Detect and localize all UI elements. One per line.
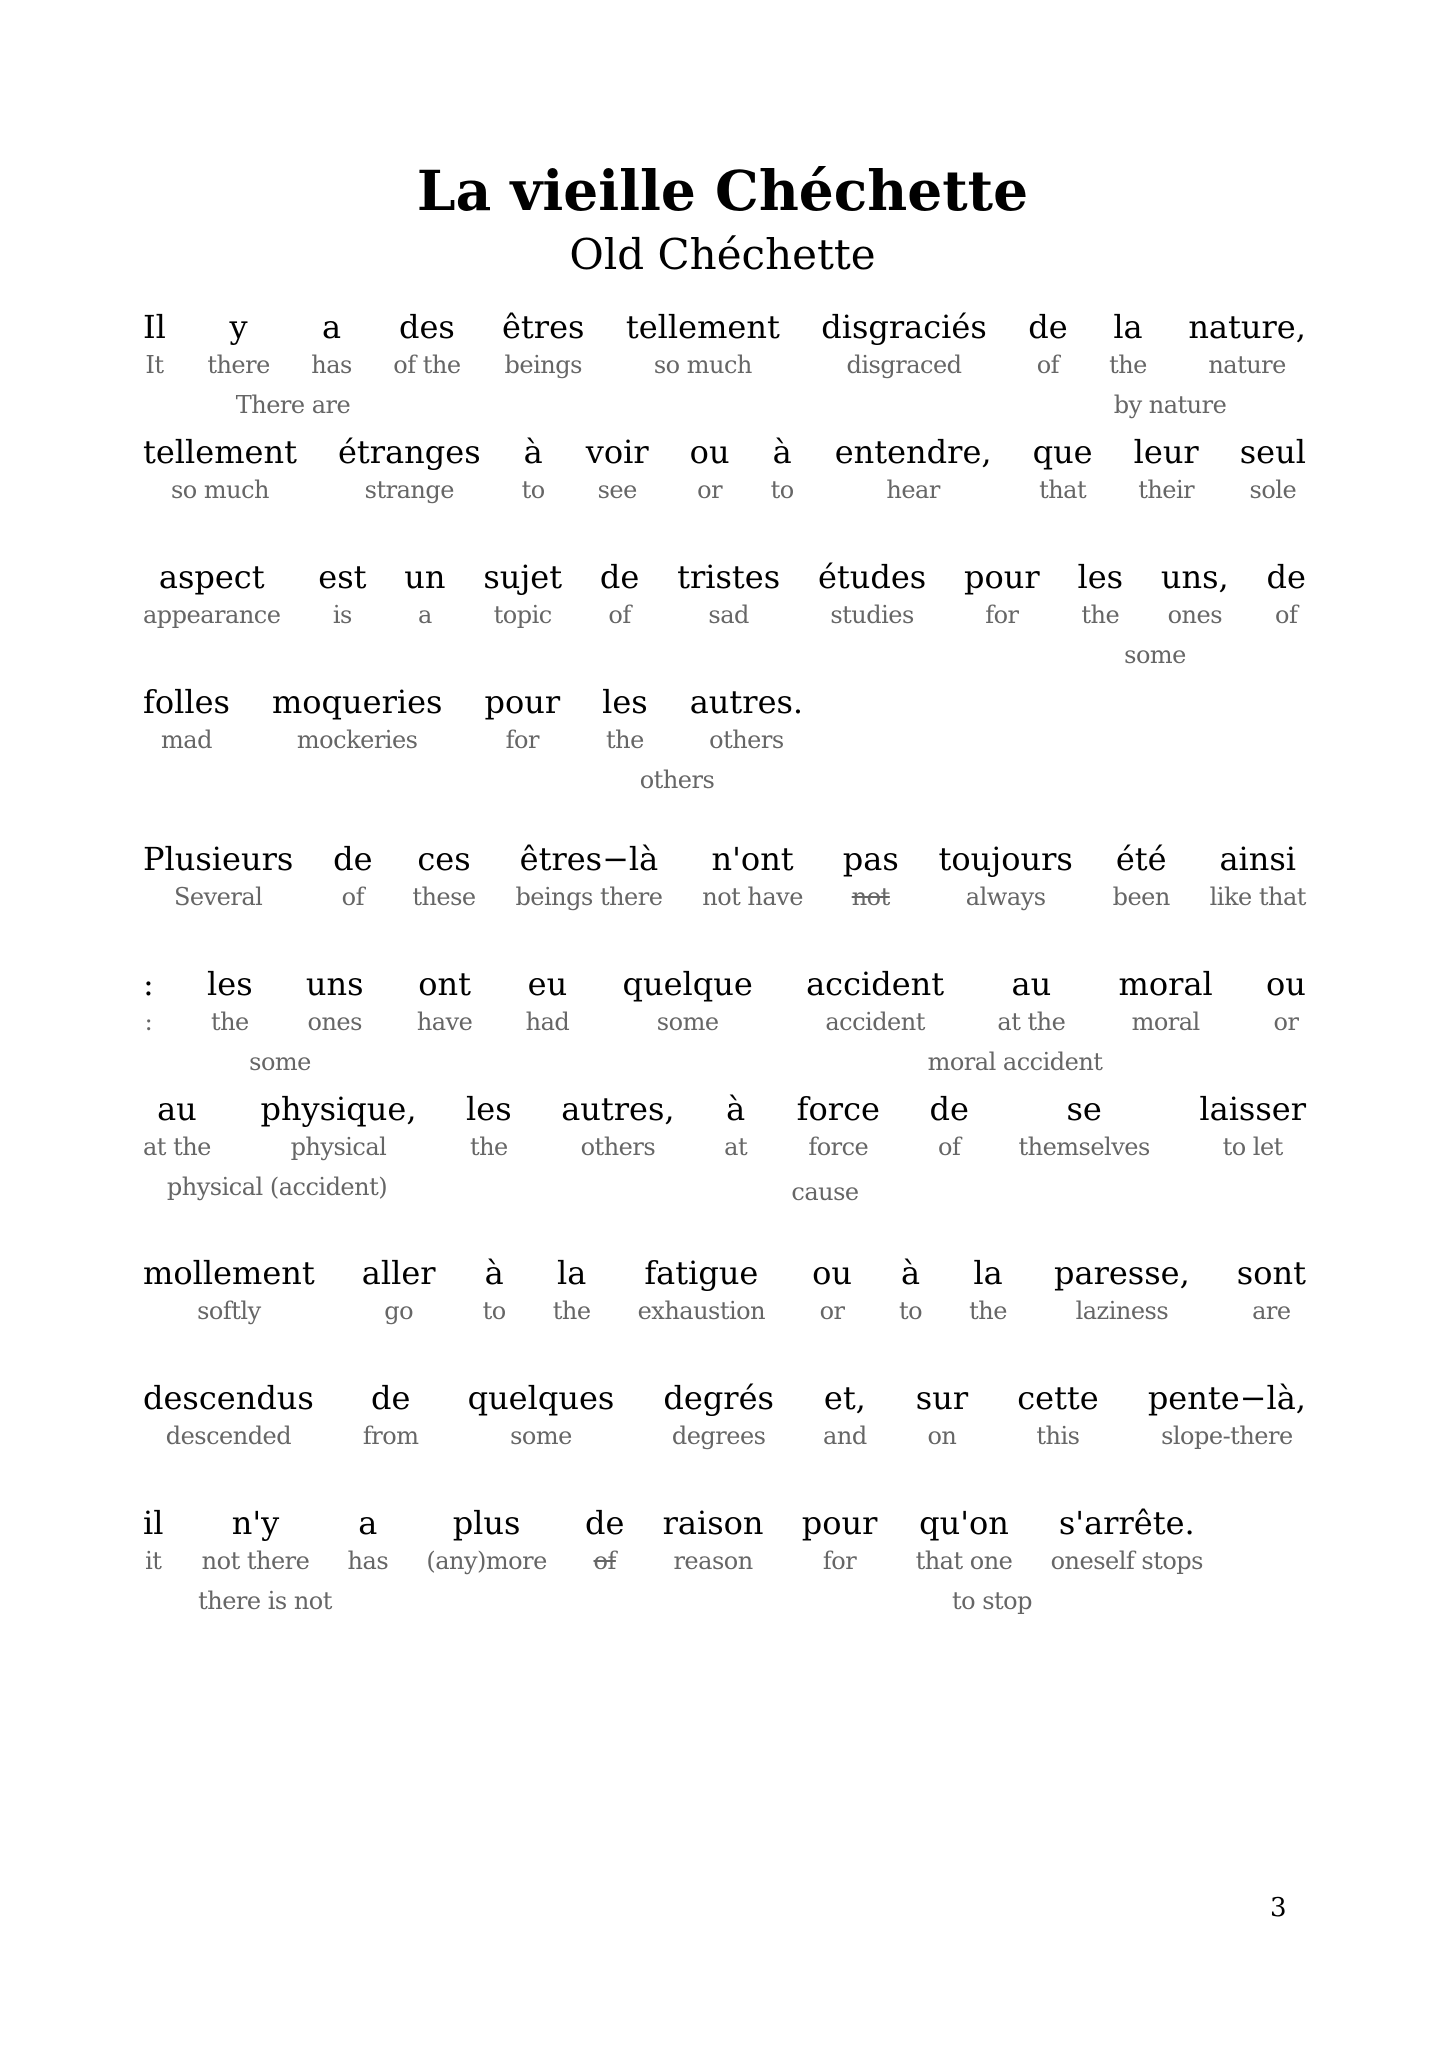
word-column: [818, 558, 926, 630]
english-gloss: are: [1252, 1297, 1291, 1325]
word-column: [1028, 308, 1067, 380]
word-column: [1148, 1379, 1306, 1451]
word-column: [797, 1090, 880, 1162]
english-gloss: moral: [1131, 1008, 1200, 1036]
word-column: [348, 1504, 389, 1576]
french-word: entendre,: [834, 433, 992, 471]
english-gloss: not: [851, 883, 890, 911]
word-column: [363, 1379, 419, 1451]
french-word: à: [901, 1254, 921, 1292]
english-gloss: of: [341, 883, 364, 911]
word-column: [1109, 308, 1147, 380]
french-word: qu'on: [919, 1504, 1009, 1542]
english-gloss: for: [985, 601, 1019, 629]
word-column: [1210, 840, 1306, 912]
english-gloss: the: [1109, 351, 1147, 379]
phrase-gloss: physical (accident): [166, 1173, 388, 1201]
french-word: ces: [417, 840, 471, 878]
french-word: eu: [527, 965, 568, 1003]
french-word: été: [1115, 840, 1167, 878]
word-column: [1119, 965, 1213, 1037]
word-column: [585, 1504, 624, 1576]
french-word: pente−là,: [1147, 1379, 1306, 1417]
french-word: sur: [915, 1379, 969, 1417]
french-word: aller: [361, 1254, 436, 1292]
french-word: à: [523, 433, 543, 471]
word-column: [311, 308, 352, 380]
english-gloss: of: [608, 601, 631, 629]
english-gloss: to: [482, 1297, 506, 1325]
word-column: [638, 1254, 766, 1326]
french-word: la: [973, 1254, 1003, 1292]
french-word: fatigue: [644, 1254, 759, 1292]
french-word: cette: [1017, 1379, 1099, 1417]
english-gloss: at the: [143, 1133, 211, 1161]
french-word: seul: [1239, 433, 1306, 471]
english-gloss: beings: [504, 351, 582, 379]
english-gloss: the: [210, 1008, 249, 1036]
english-gloss: and: [823, 1422, 867, 1450]
text-line: [143, 1379, 1306, 1451]
word-column: [338, 433, 481, 505]
french-word: que: [1032, 433, 1093, 471]
word-column: [333, 840, 372, 912]
english-gloss: degrees: [671, 1422, 766, 1450]
french-word: plus: [452, 1504, 521, 1542]
word-column: [143, 965, 154, 1037]
english-gloss: not there: [201, 1547, 310, 1575]
english-gloss: It: [145, 351, 164, 379]
text-line: [143, 1254, 1306, 1326]
word-column: [602, 683, 648, 755]
text-line: [143, 840, 1306, 912]
french-word: à: [726, 1090, 746, 1128]
phrase-gloss: cause: [791, 1178, 859, 1206]
word-column: [306, 965, 364, 1037]
english-gloss: of: [1275, 601, 1298, 629]
word-column: [143, 558, 280, 630]
french-word: ont: [418, 965, 471, 1003]
english-gloss: oneself stops: [1050, 1547, 1203, 1575]
english-gloss: is: [332, 601, 352, 629]
french-word: au: [157, 1090, 197, 1128]
english-gloss: reason: [673, 1547, 753, 1575]
english-gloss: at: [724, 1133, 748, 1161]
english-gloss: been: [1112, 883, 1170, 911]
english-gloss: from: [362, 1422, 419, 1450]
word-column: [553, 1254, 591, 1326]
english-gloss: strange: [364, 476, 454, 504]
word-column: [143, 840, 293, 912]
english-gloss: force: [808, 1133, 869, 1161]
french-word: sujet: [483, 558, 563, 596]
text-line: [143, 1090, 1306, 1162]
french-word: êtres: [501, 308, 585, 346]
english-gloss: :: [144, 1008, 153, 1036]
word-column: [939, 840, 1073, 912]
word-column: [1033, 433, 1093, 505]
english-gloss: sole: [1249, 476, 1297, 504]
english-gloss: studies: [830, 601, 914, 629]
french-word: disgraciés: [821, 308, 987, 346]
english-gloss: hear: [886, 476, 940, 504]
english-gloss: mockeries: [296, 726, 418, 754]
word-column: [690, 683, 803, 755]
english-gloss: these: [412, 883, 476, 911]
french-word: aspect: [158, 558, 265, 596]
french-word: pour: [964, 558, 1040, 596]
word-column: [272, 683, 443, 755]
english-gloss: for: [505, 726, 539, 754]
word-column: [561, 1090, 674, 1162]
english-gloss: that: [1039, 476, 1087, 504]
page-title: La vieille Chéchette: [416, 158, 1029, 223]
text-line: [143, 965, 1306, 1037]
english-gloss: for: [822, 1547, 857, 1575]
english-gloss: have: [416, 1008, 473, 1036]
english-gloss: topic: [493, 601, 552, 629]
word-column: [207, 965, 253, 1037]
french-word: laisser: [1199, 1090, 1306, 1128]
french-word: des: [398, 308, 455, 346]
english-gloss: ones: [1167, 601, 1223, 629]
english-gloss: their: [1138, 476, 1195, 504]
word-column: [771, 433, 794, 505]
english-gloss: appearance: [143, 601, 281, 629]
word-column: [483, 558, 562, 630]
english-gloss: Several: [173, 883, 263, 911]
french-word: voir: [585, 433, 649, 471]
french-word: se: [1066, 1090, 1102, 1128]
french-word: pour: [484, 683, 561, 721]
english-gloss: to let: [1222, 1133, 1283, 1161]
french-word: a: [321, 308, 342, 346]
word-column: [964, 558, 1040, 630]
french-word: est: [318, 558, 367, 596]
french-word: physique,: [260, 1090, 417, 1128]
phrase-gloss: some: [1124, 641, 1186, 669]
english-gloss: descended: [165, 1422, 292, 1450]
phrase-gloss: others: [639, 766, 715, 794]
french-word: ou: [812, 1254, 852, 1292]
english-gloss: like that: [1209, 883, 1306, 911]
word-column: [202, 1504, 310, 1576]
english-gloss: some: [510, 1422, 572, 1450]
word-column: [484, 683, 560, 755]
english-gloss: the: [969, 1297, 1007, 1325]
french-word: les: [207, 965, 253, 1003]
french-word: uns,: [1160, 558, 1229, 596]
french-word: tellement: [625, 308, 780, 346]
phrase-gloss: to stop: [952, 1587, 1032, 1615]
word-column: [600, 558, 639, 630]
french-word: la: [1113, 308, 1143, 346]
french-word: degrés: [663, 1379, 774, 1417]
word-column: [1267, 558, 1306, 630]
french-word: descendus: [143, 1379, 314, 1417]
word-column: [143, 1379, 314, 1451]
word-column: [1051, 1504, 1203, 1576]
french-word: il: [143, 1504, 164, 1542]
french-word: de: [599, 558, 640, 596]
english-gloss: accident: [825, 1008, 925, 1036]
french-word: Il: [143, 308, 166, 346]
english-gloss: at the: [997, 1008, 1066, 1036]
english-gloss: slope-there: [1161, 1422, 1293, 1450]
english-gloss: the: [606, 726, 644, 754]
french-word: de: [333, 840, 373, 878]
word-column: [835, 433, 992, 505]
word-column: [823, 1379, 867, 1451]
english-gloss: had: [525, 1008, 570, 1036]
english-gloss: so much: [653, 351, 752, 379]
french-word: ainsi: [1219, 840, 1297, 878]
english-gloss: disgraced: [846, 351, 962, 379]
word-column: [1266, 965, 1306, 1037]
english-gloss: softly: [197, 1297, 261, 1325]
french-word: moqueries: [271, 683, 443, 721]
english-gloss: to: [899, 1297, 923, 1325]
french-word: ou: [689, 433, 730, 471]
word-column: [1161, 558, 1229, 630]
french-word: raison: [662, 1504, 764, 1542]
word-column: [916, 1379, 968, 1451]
french-word: les: [1077, 558, 1124, 596]
word-column: [663, 1379, 774, 1451]
english-gloss: there: [207, 351, 270, 379]
french-word: de: [584, 1504, 625, 1542]
english-gloss: beings there: [515, 883, 663, 911]
word-column: [821, 308, 987, 380]
french-word: les: [466, 1090, 512, 1128]
english-gloss: the: [1081, 601, 1120, 629]
english-gloss: or: [697, 476, 723, 504]
word-column: [515, 840, 662, 912]
word-column: [1188, 308, 1306, 380]
english-gloss: of the: [393, 351, 461, 379]
word-column: [626, 308, 780, 380]
english-gloss: see: [597, 476, 637, 504]
french-word: accident: [806, 965, 945, 1003]
text-line: [143, 433, 1306, 505]
english-gloss: not have: [702, 883, 803, 911]
word-column: [1113, 840, 1170, 912]
french-word: moral: [1118, 965, 1213, 1003]
word-column: [143, 1254, 315, 1326]
english-gloss: sad: [708, 601, 749, 629]
word-column: [207, 308, 269, 380]
french-word: s'arrête.: [1058, 1504, 1195, 1542]
french-word: autres,: [561, 1090, 675, 1128]
english-gloss: others: [580, 1133, 656, 1161]
word-column: [843, 840, 899, 912]
english-gloss: (any)more: [426, 1547, 547, 1575]
english-gloss: has: [311, 351, 352, 379]
word-column: [929, 1090, 968, 1162]
text-line: [143, 558, 1306, 630]
english-gloss: or: [1273, 1008, 1299, 1036]
word-column: [417, 965, 473, 1037]
word-column: [899, 1254, 922, 1326]
french-word: tellement: [143, 433, 297, 471]
english-gloss: the: [552, 1297, 591, 1325]
english-gloss: of: [1036, 351, 1060, 379]
english-gloss: or: [819, 1297, 845, 1325]
french-word: toujours: [938, 840, 1073, 878]
french-word: sont: [1236, 1254, 1306, 1292]
word-column: [502, 308, 584, 380]
french-word: a: [358, 1504, 378, 1542]
english-gloss: ones: [307, 1008, 362, 1036]
word-column: [1240, 433, 1306, 505]
word-column: [702, 840, 803, 912]
french-word: Plusieurs: [143, 840, 294, 878]
word-column: [1077, 558, 1123, 630]
word-column: [426, 1504, 546, 1576]
word-column: [1237, 1254, 1306, 1326]
word-column: [1017, 1379, 1099, 1451]
french-word: à: [772, 433, 792, 471]
english-gloss: nature: [1208, 351, 1286, 379]
word-column: [623, 965, 753, 1037]
word-column: [318, 558, 366, 630]
french-word: paresse,: [1054, 1254, 1190, 1292]
french-word: :: [143, 965, 154, 1003]
english-gloss: to: [770, 476, 794, 504]
word-column: [812, 1254, 852, 1326]
word-column: [997, 965, 1065, 1037]
english-gloss: has: [347, 1547, 389, 1575]
page-number: 3: [1270, 1893, 1287, 1923]
english-gloss: that one: [915, 1547, 1013, 1575]
phrase-gloss: by nature: [1113, 391, 1227, 419]
word-column: [393, 308, 460, 380]
english-gloss: this: [1036, 1422, 1080, 1450]
french-word: au: [1011, 965, 1052, 1003]
english-gloss: laziness: [1075, 1297, 1169, 1325]
word-column: [362, 1254, 436, 1326]
french-word: les: [602, 683, 648, 721]
text-line: [143, 308, 1306, 380]
english-gloss: of: [593, 1547, 616, 1575]
word-column: [143, 683, 230, 755]
english-gloss: of: [938, 1133, 961, 1161]
french-word: n'ont: [711, 840, 794, 878]
text-line: [143, 683, 1306, 755]
french-word: n'y: [231, 1504, 280, 1542]
english-gloss: some: [656, 1008, 719, 1036]
french-word: études: [817, 558, 927, 596]
page-subtitle: Old Chéchette: [569, 230, 876, 279]
phrase-gloss: some: [249, 1048, 311, 1076]
french-word: et,: [823, 1379, 866, 1417]
word-column: [468, 1379, 615, 1451]
phrase-gloss: there is not: [198, 1587, 332, 1615]
french-word: êtres−là: [519, 840, 659, 878]
english-gloss: on: [927, 1422, 957, 1450]
word-column: [690, 433, 730, 505]
english-gloss: a: [417, 601, 432, 629]
english-gloss: mad: [161, 726, 212, 754]
word-column: [969, 1254, 1007, 1326]
english-gloss: exhaustion: [637, 1297, 766, 1325]
word-column: [1054, 1254, 1190, 1326]
word-column: [143, 1504, 163, 1576]
phrase-gloss: There are: [235, 391, 351, 419]
word-column: [522, 433, 545, 505]
english-gloss: to: [521, 476, 545, 504]
word-column: [677, 558, 780, 630]
french-word: étranges: [337, 433, 481, 471]
french-word: pour: [801, 1504, 878, 1542]
french-word: un: [404, 558, 446, 596]
french-word: de: [1266, 558, 1306, 596]
word-column: [466, 1090, 512, 1162]
english-gloss: themselves: [1018, 1133, 1150, 1161]
word-column: [143, 308, 166, 380]
word-column: [806, 965, 944, 1037]
phrase-gloss: moral accident: [927, 1048, 1103, 1076]
word-column: [143, 1090, 211, 1162]
french-word: ou: [1266, 965, 1306, 1003]
french-word: uns: [305, 965, 364, 1003]
french-word: de: [370, 1379, 411, 1417]
word-column: [483, 1254, 506, 1326]
french-word: tristes: [677, 558, 781, 596]
english-gloss: physical: [290, 1133, 387, 1161]
french-word: leur: [1133, 433, 1199, 471]
french-word: la: [556, 1254, 587, 1292]
word-column: [260, 1090, 416, 1162]
french-word: mollement: [143, 1254, 315, 1292]
word-column: [1134, 433, 1199, 505]
french-word: y: [229, 308, 248, 346]
text-line: [143, 1504, 1203, 1576]
french-word: à: [484, 1254, 504, 1292]
french-word: de: [929, 1090, 969, 1128]
english-gloss: others: [709, 726, 784, 754]
french-word: pas: [842, 840, 899, 878]
english-gloss: always: [965, 883, 1046, 911]
word-column: [526, 965, 570, 1037]
word-column: [404, 558, 445, 630]
word-column: [802, 1504, 878, 1576]
word-column: [143, 433, 297, 505]
word-column: [1199, 1090, 1306, 1162]
word-column: [663, 1504, 764, 1576]
word-column: [724, 1090, 747, 1162]
french-word: quelque: [622, 965, 753, 1003]
french-word: folles: [143, 683, 230, 721]
english-gloss: go: [384, 1297, 414, 1325]
word-column: [586, 433, 649, 505]
french-word: autres.: [689, 683, 804, 721]
word-column: [412, 840, 475, 912]
french-word: de: [1028, 308, 1068, 346]
english-gloss: the: [469, 1133, 508, 1161]
word-column: [1018, 1090, 1149, 1162]
english-gloss: so much: [170, 476, 269, 504]
english-gloss: it: [145, 1547, 162, 1575]
french-word: quelques: [467, 1379, 615, 1417]
french-word: force: [796, 1090, 880, 1128]
word-column: [916, 1504, 1013, 1576]
french-word: nature,: [1188, 308, 1306, 346]
